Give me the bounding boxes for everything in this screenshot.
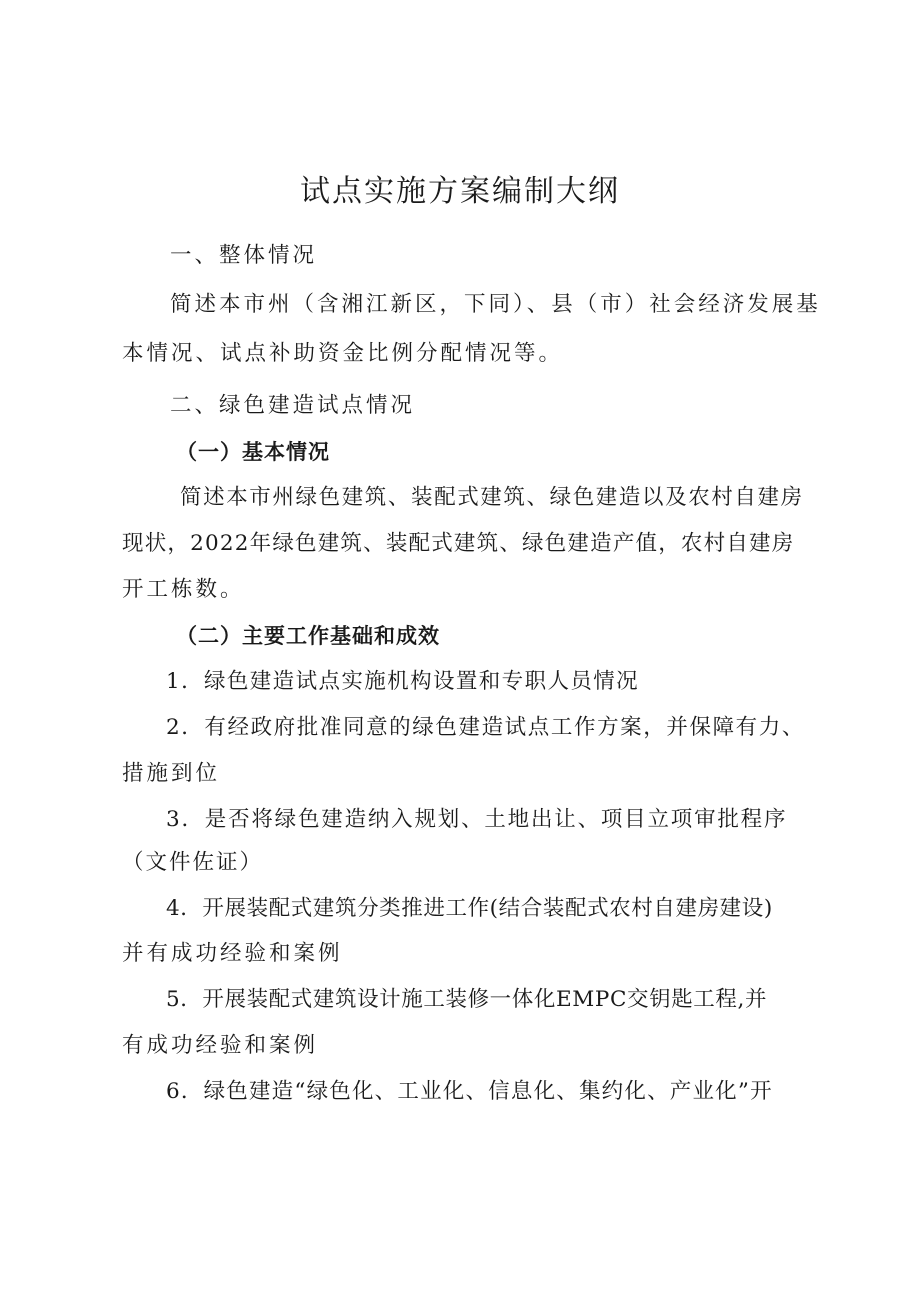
paragraph-line: 本情况、试点补助资金比例分配情况等。 xyxy=(122,341,564,366)
list-item-continuation: 措施到位 xyxy=(122,761,221,786)
list-item: 3．是否将绿色建造纳入规划、土地出让、项目立项审批程序 xyxy=(166,807,788,832)
document-title: 试点实施方案编制大纲 xyxy=(300,174,620,209)
subsection-heading-2: （二）主要工作基础和成效 xyxy=(176,624,440,648)
list-item: 1．绿色建造试点实施机构设置和专职人员情况 xyxy=(166,669,640,694)
section-heading-1: 一、整体情况 xyxy=(170,243,318,268)
paragraph-line: 简述本市州绿色建筑、装配式建筑、绿色建造以及农村自建房 xyxy=(180,485,804,510)
list-item: 5．开展装配式建筑设计施工装修一体化EMPC交钥匙工程,并 xyxy=(166,987,768,1012)
list-item: 6．绿色建造“绿色化、工业化、信息化、集约化、产业化”开 xyxy=(166,1079,773,1104)
paragraph-line: 现状，2022年绿色建筑、装配式建筑、绿色建造产值，农村自建房 xyxy=(122,531,795,556)
paragraph-line: 开工栋数。 xyxy=(122,577,245,602)
list-item-continuation: 并有成功经验和案例 xyxy=(122,941,343,966)
subsection-heading-1: （一）基本情况 xyxy=(176,440,330,464)
list-item-continuation: 有成功经验和案例 xyxy=(122,1033,319,1058)
list-item: 4．开展装配式建筑分类推进工作(结合装配式农村自建房建设) xyxy=(166,896,773,921)
paragraph-line: 简述本市州（含湘江新区，下同）、县（市）社会经济发展基 xyxy=(170,292,821,317)
section-heading-2: 二、绿色建造试点情况 xyxy=(170,393,416,418)
list-item-continuation: （文件佐证） xyxy=(122,850,264,875)
list-item: 2．有经政府批准同意的绿色建造试点工作方案，并保障有力、 xyxy=(166,715,805,740)
